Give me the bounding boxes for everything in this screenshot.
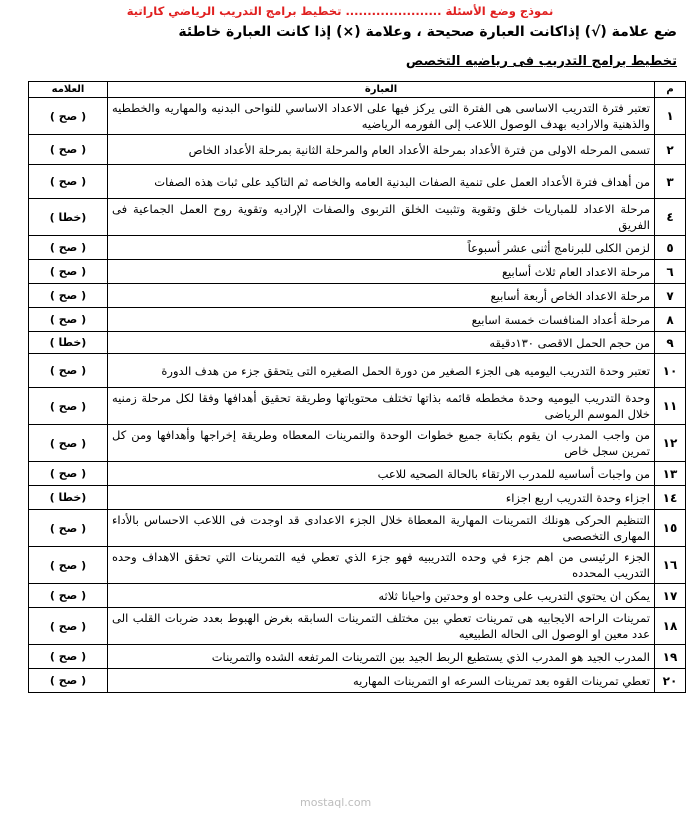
row-statement: يمكن ان يحتوي التدريب على وحده او وحدتين واحيانا ثلاثه (108, 584, 655, 608)
row-statement: من حجم الحمل الاقصى ١٣٠دقيقه (108, 332, 655, 354)
row-answer-mark: ( صح ) (29, 608, 108, 645)
row-number: ٩ (655, 332, 686, 354)
row-answer-mark: ( صح ) (29, 547, 108, 584)
row-number: ١٥ (655, 510, 686, 547)
row-number: ٢ (655, 135, 686, 165)
row-answer-mark: ( صح ) (29, 388, 108, 425)
questions-table (28, 81, 686, 693)
row-number: ١٠ (655, 354, 686, 388)
row-answer-mark: ( صح ) (29, 645, 108, 669)
row-statement: مرحلة الاعداد الخاص أربعة أسابيع (108, 284, 655, 308)
row-number: ١ (655, 98, 686, 135)
table-row (29, 486, 686, 510)
table-row (29, 425, 686, 462)
table-row (29, 308, 686, 332)
row-number: ٥ (655, 236, 686, 260)
row-number: ٢٠ (655, 669, 686, 693)
row-statement: من واجبات أساسيه للمدرب الارتقاء بالحالة الصحيه للاعب (108, 462, 655, 486)
row-answer-mark: ( صح ) (29, 165, 108, 199)
table-row (29, 645, 686, 669)
row-answer-mark: ( صح ) (29, 354, 108, 388)
row-answer-mark: ( صح ) (29, 98, 108, 135)
row-answer-mark: ( صح ) (29, 510, 108, 547)
row-statement: مرحلة الاعداد للمباريات خلق وتقوية وتثبيت الخلق التربوى والصفات الإراديه وتقوية روح العمل الجماعية فى الفريق (108, 199, 655, 236)
row-answer-mark: ( صح ) (29, 260, 108, 284)
row-answer-mark: ( صح ) (29, 308, 108, 332)
row-statement: وحدة التدريب اليوميه وحدة مخططه قائمه بذاتها تختلف محتوياتها وطريقة تحقيق أهدافها وفقا لكل مرحلة زمنيه خلال الموسم الرياضى (108, 388, 655, 425)
row-statement: التنظيم الحركى هونلك التمرينات المهارية المعطاة خلال الجزء الاعدادى قد اوجدت فى اللاعب الاحساس بالأداء المهارى التخصصى (108, 510, 655, 547)
row-number: ٨ (655, 308, 686, 332)
column-header-statement: العبارة (108, 82, 655, 98)
instructions: ضع علامة (√) إذاكانت العبارة صحيحة ، وعلامة (×) إذا كانت العبارة خاطئة (178, 24, 677, 40)
row-statement: لزمن الكلى للبرنامج أثنى عشر أسبوعاً (108, 236, 655, 260)
row-statement: مرحلة أعداد المنافسات خمسة اسابيع (108, 308, 655, 332)
row-number: ١١ (655, 388, 686, 425)
row-answer-mark: ( صح ) (29, 135, 108, 165)
row-number: ١٩ (655, 645, 686, 669)
row-number: ٧ (655, 284, 686, 308)
row-statement: تعتبر وحدة التدريب اليوميه هى الجزء الصغير من دورة الحمل الصغيره التى يتحقق جزء من هدف الدورة (108, 354, 655, 388)
row-answer-mark: (خطا ) (29, 332, 108, 354)
row-answer-mark: ( صح ) (29, 669, 108, 693)
row-number: ٤ (655, 199, 686, 236)
row-statement: اجزاء وحدة التدريب اربع اجزاء (108, 486, 655, 510)
column-header-num: م (655, 82, 686, 98)
row-answer-mark: ( صح ) (29, 425, 108, 462)
row-number: ١٢ (655, 425, 686, 462)
table-row (29, 135, 686, 165)
row-statement: الجزء الرئيسى من اهم جزء في وحده التدريبيه فهو جزء الذي تعطي فيه التمرينات التي تحقق الاهداف وحده التدريب المحدده (108, 547, 655, 584)
row-statement: تعطي تمرينات القوه بعد تمرينات السرعه او التمرينات المهاريه (108, 669, 655, 693)
table-row (29, 165, 686, 199)
row-answer-mark: (خطا ) (29, 199, 108, 236)
row-answer-mark: (خطا ) (29, 486, 108, 510)
row-statement: المدرب الجيد هو المدرب الذي يستطيع الربط الجيد بين التمرينات المرتفعه الشده والتمرينات (108, 645, 655, 669)
table-row (29, 608, 686, 645)
table-row (29, 332, 686, 354)
table-row (29, 284, 686, 308)
table-row (29, 236, 686, 260)
row-number: ١٣ (655, 462, 686, 486)
row-statement: من واجب المدرب ان يقوم بكتابة جميع خطوات الوحدة والتمرينات المعطاه وطريقة إخراجها وأهدافها ومن كل تمرين سجل خاص (108, 425, 655, 462)
row-number: ١٤ (655, 486, 686, 510)
row-answer-mark: ( صح ) (29, 284, 108, 308)
section-subtitle: تخطيط برامج التدريب فى رياضيه التخصص (405, 54, 677, 69)
row-number: ١٧ (655, 584, 686, 608)
row-statement: تمرينات الراحه الايجابيه هى تمرينات تعطي بين مختلف التمرينات السابقه بغرض الهبوط بعدد ضربات القلب الى عدد معين او الوصول الى الحاله الطبيعيه (108, 608, 655, 645)
row-statement: تعتبر فترة التدريب الاساسى هى الفترة التى يركز فيها على الاعداد الاساسي للنواحى البدنيه والمهاريه والخططيه والذهنية والاراديه بهدف الوصول اللاعب إلى الفورمه الرياضيه (108, 98, 655, 135)
row-number: ١٦ (655, 547, 686, 584)
table-row (29, 584, 686, 608)
row-statement: تسمى المرحله الاولى من فترة الأعداد بمرحلة الأعداد العام والمرحلة الثانية بمرحلة الأعداد الخاص (108, 135, 655, 165)
column-header-mark: العلامه (29, 82, 108, 98)
row-answer-mark: ( صح ) (29, 236, 108, 260)
table-row (29, 510, 686, 547)
table-row (29, 199, 686, 236)
table-header-row (29, 82, 686, 98)
table-row (29, 260, 686, 284)
table-body (29, 98, 686, 693)
row-number: ٣ (655, 165, 686, 199)
page-title: نموذج وضع الأسئلة ...................... تخطيط برامج التدريب الرياضي كاراتية (126, 4, 554, 18)
row-statement: من أهداف فترة الأعداد العمل على تنمية الصفات البدنية العامه والخاصه ثم التاكيد على ثبات هذه الصفات (108, 165, 655, 199)
row-answer-mark: ( صح ) (29, 584, 108, 608)
table-row (29, 388, 686, 425)
row-number: ١٨ (655, 608, 686, 645)
table-row (29, 98, 686, 135)
row-statement: مرحلة الاعداد العام ثلاث أسابيع (108, 260, 655, 284)
table-row (29, 669, 686, 693)
row-number: ٦ (655, 260, 686, 284)
table-row (29, 547, 686, 584)
table-row (29, 354, 686, 388)
row-answer-mark: ( صح ) (29, 462, 108, 486)
watermark-text: mostaql.com (300, 796, 372, 809)
table-row (29, 462, 686, 486)
